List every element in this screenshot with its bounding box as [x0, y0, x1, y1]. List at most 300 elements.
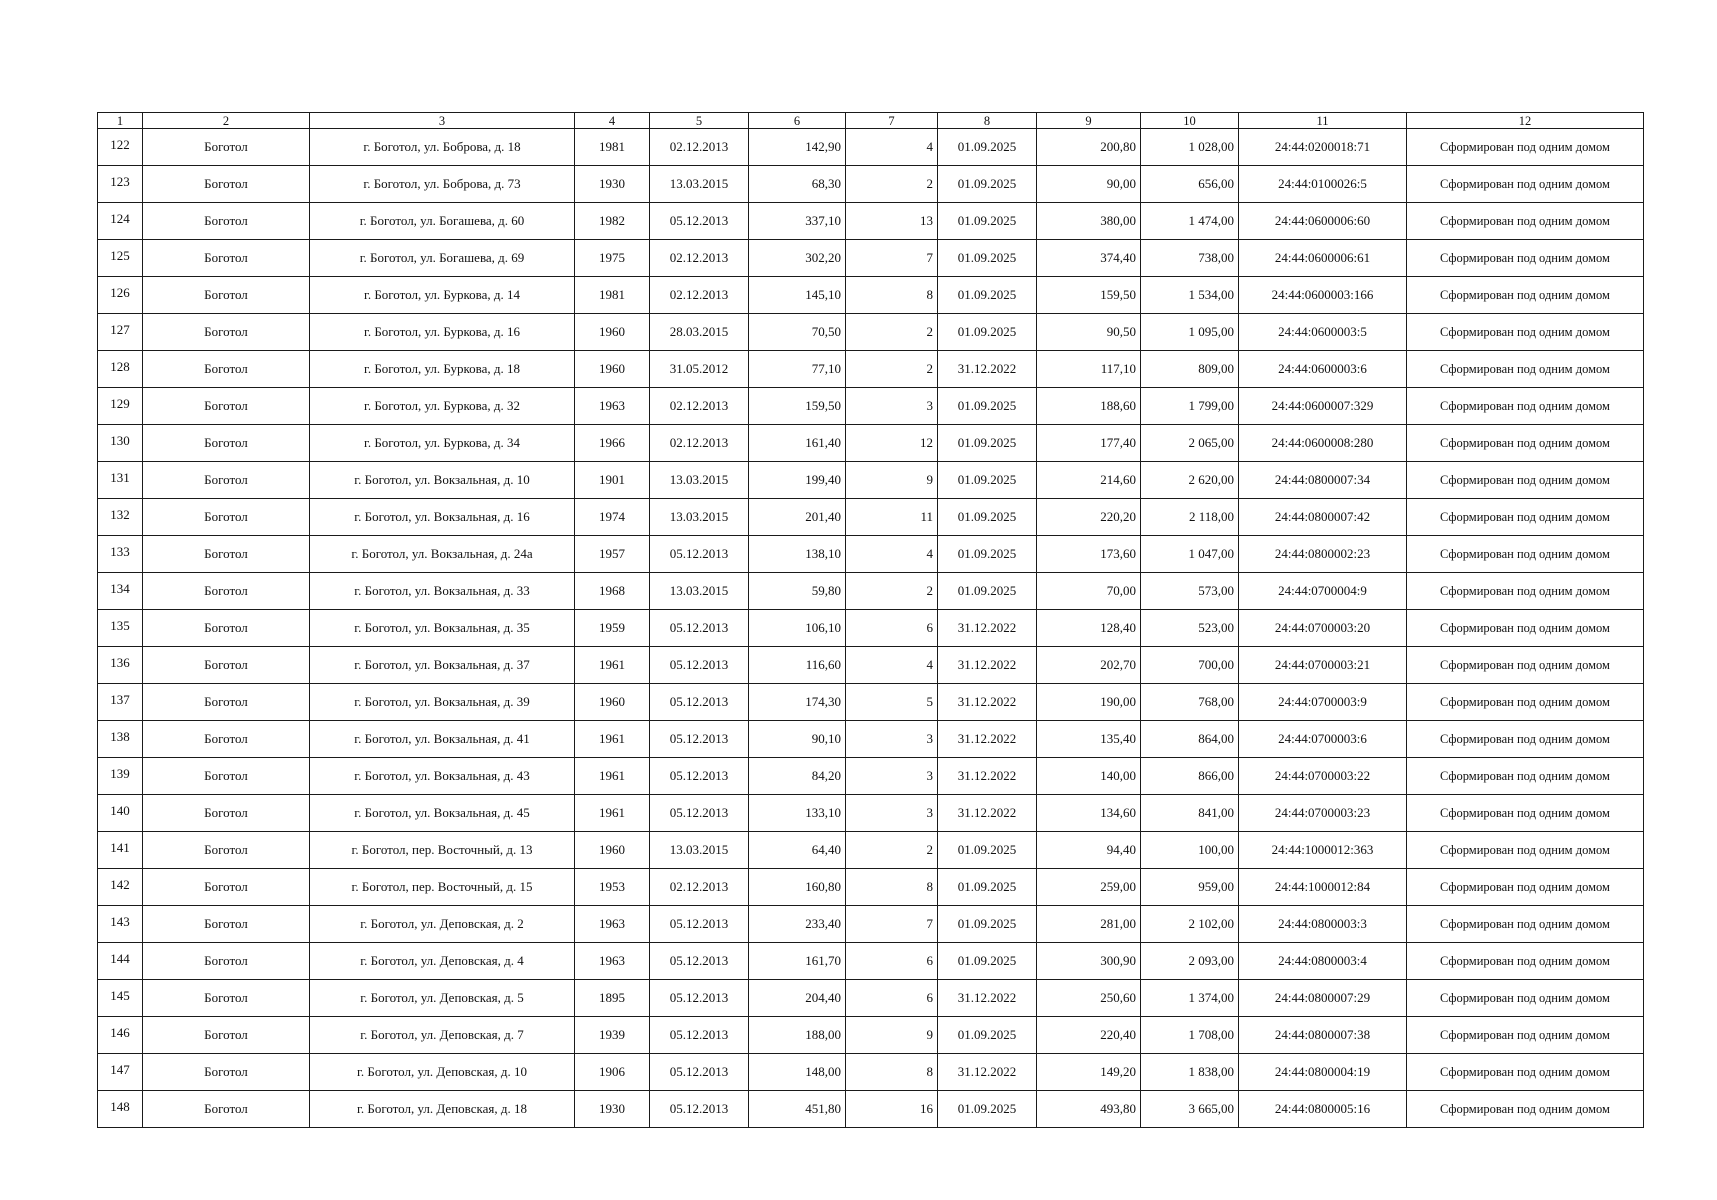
cell-planned-date: 01.09.2025: [938, 388, 1037, 425]
cell-land-area: 1 799,00: [1141, 388, 1239, 425]
column-header-1: 1: [98, 113, 143, 129]
cell-area-living: 159,50: [749, 388, 846, 425]
cell-land-area: 2 102,00: [1141, 906, 1239, 943]
cell-area-living: 160,80: [749, 869, 846, 906]
cell-planned-date: 01.09.2025: [938, 943, 1037, 980]
table-row: [98, 388, 1644, 425]
cell-area-living: 204,40: [749, 980, 846, 1017]
cell-survey-date: 13.03.2015: [650, 573, 749, 610]
cell-cadastral-number: 24:44:0100026:5: [1239, 166, 1407, 203]
cell-land-area: 1 028,00: [1141, 129, 1239, 166]
cell-cadastral-number: 24:44:0800007:42: [1239, 499, 1407, 536]
cell-area-living: 106,10: [749, 610, 846, 647]
cell-area-living: 138,10: [749, 536, 846, 573]
cell-cadastral-number: 24:44:0600003:6: [1239, 351, 1407, 388]
cell-area-total: 250,60: [1037, 980, 1141, 1017]
cell-survey-date: 05.12.2013: [650, 795, 749, 832]
cell-residents-count: 7: [846, 906, 938, 943]
table-row: [98, 758, 1644, 795]
cell-survey-date: 05.12.2013: [650, 610, 749, 647]
cell-residents-count: 2: [846, 832, 938, 869]
cell-year-built: 1901: [575, 462, 650, 499]
table-row: [98, 1054, 1644, 1091]
cell-land-area: 1 534,00: [1141, 277, 1239, 314]
cell-planned-date: 01.09.2025: [938, 203, 1037, 240]
cell-area-living: 84,20: [749, 758, 846, 795]
cell-cadastral-number: 24:44:0700003:20: [1239, 610, 1407, 647]
cell-municipality: Боготол: [143, 462, 310, 499]
cell-address: г. Боготол, ул. Боброва, д. 18: [310, 129, 575, 166]
cell-land-status: Сформирован под одним домом: [1407, 610, 1644, 647]
cell-row-number: 131: [98, 462, 143, 499]
cell-land-area: 841,00: [1141, 795, 1239, 832]
cell-planned-date: 01.09.2025: [938, 1017, 1037, 1054]
cell-cadastral-number: 24:44:0800002:23: [1239, 536, 1407, 573]
cell-year-built: 1939: [575, 1017, 650, 1054]
cell-municipality: Боготол: [143, 906, 310, 943]
cell-land-area: 656,00: [1141, 166, 1239, 203]
column-header-9: 9: [1037, 113, 1141, 129]
cell-planned-date: 31.12.2022: [938, 351, 1037, 388]
cell-municipality: Боготол: [143, 1017, 310, 1054]
cell-land-area: 1 374,00: [1141, 980, 1239, 1017]
cell-area-total: 281,00: [1037, 906, 1141, 943]
cell-area-total: 374,40: [1037, 240, 1141, 277]
cell-planned-date: 01.09.2025: [938, 906, 1037, 943]
cell-address: г. Боготол, ул. Буркова, д. 16: [310, 314, 575, 351]
cell-cadastral-number: 24:44:1000012:84: [1239, 869, 1407, 906]
cell-survey-date: 13.03.2015: [650, 166, 749, 203]
cell-land-area: 2 118,00: [1141, 499, 1239, 536]
cell-land-area: 1 708,00: [1141, 1017, 1239, 1054]
cell-residents-count: 2: [846, 573, 938, 610]
cell-area-total: 300,90: [1037, 943, 1141, 980]
cell-residents-count: 3: [846, 721, 938, 758]
cell-survey-date: 05.12.2013: [650, 536, 749, 573]
cell-area-total: 220,20: [1037, 499, 1141, 536]
cell-survey-date: 02.12.2013: [650, 388, 749, 425]
table-row: [98, 980, 1644, 1017]
cell-land-status: Сформирован под одним домом: [1407, 277, 1644, 314]
cell-area-total: 177,40: [1037, 425, 1141, 462]
cell-area-total: 214,60: [1037, 462, 1141, 499]
cell-land-area: 1 474,00: [1141, 203, 1239, 240]
cell-year-built: 1961: [575, 721, 650, 758]
cell-row-number: 142: [98, 869, 143, 906]
cell-survey-date: 02.12.2013: [650, 277, 749, 314]
table-row: [98, 203, 1644, 240]
cell-planned-date: 31.12.2022: [938, 684, 1037, 721]
table-row: [98, 1017, 1644, 1054]
cell-land-status: Сформирован под одним домом: [1407, 203, 1644, 240]
cell-residents-count: 6: [846, 943, 938, 980]
cell-land-area: 573,00: [1141, 573, 1239, 610]
cell-address: г. Боготол, ул. Деповская, д. 10: [310, 1054, 575, 1091]
cell-survey-date: 05.12.2013: [650, 684, 749, 721]
cell-area-living: 64,40: [749, 832, 846, 869]
cell-area-total: 190,00: [1037, 684, 1141, 721]
cell-cadastral-number: 24:44:0600008:280: [1239, 425, 1407, 462]
cell-cadastral-number: 24:44:0200018:71: [1239, 129, 1407, 166]
cell-residents-count: 3: [846, 758, 938, 795]
cell-year-built: 1959: [575, 610, 650, 647]
cell-address: г. Боготол, ул. Деповская, д. 18: [310, 1091, 575, 1128]
cell-municipality: Боготол: [143, 425, 310, 462]
table-row: [98, 647, 1644, 684]
cell-land-status: Сформирован под одним домом: [1407, 314, 1644, 351]
cell-residents-count: 4: [846, 129, 938, 166]
cell-area-total: 259,00: [1037, 869, 1141, 906]
cell-planned-date: 01.09.2025: [938, 129, 1037, 166]
cell-year-built: 1966: [575, 425, 650, 462]
housing-registry-table: [97, 112, 1644, 1128]
cell-residents-count: 9: [846, 462, 938, 499]
cell-planned-date: 31.12.2022: [938, 758, 1037, 795]
table-row: [98, 499, 1644, 536]
cell-municipality: Боготол: [143, 795, 310, 832]
cell-municipality: Боготол: [143, 647, 310, 684]
cell-year-built: 1961: [575, 758, 650, 795]
cell-area-total: 188,60: [1037, 388, 1141, 425]
table-row: [98, 869, 1644, 906]
cell-land-status: Сформирован под одним домом: [1407, 129, 1644, 166]
cell-land-area: 1 047,00: [1141, 536, 1239, 573]
cell-municipality: Боготол: [143, 166, 310, 203]
cell-address: г. Боготол, ул. Вокзальная, д. 37: [310, 647, 575, 684]
cell-survey-date: 02.12.2013: [650, 869, 749, 906]
cell-municipality: Боготол: [143, 980, 310, 1017]
cell-municipality: Боготол: [143, 1054, 310, 1091]
cell-area-living: 161,40: [749, 425, 846, 462]
cell-land-status: Сформирован под одним домом: [1407, 351, 1644, 388]
cell-land-area: 738,00: [1141, 240, 1239, 277]
cell-municipality: Боготол: [143, 129, 310, 166]
cell-cadastral-number: 24:44:0800005:16: [1239, 1091, 1407, 1128]
cell-cadastral-number: 24:44:0800003:4: [1239, 943, 1407, 980]
cell-cadastral-number: 24:44:0600006:61: [1239, 240, 1407, 277]
cell-year-built: 1963: [575, 906, 650, 943]
cell-address: г. Боготол, ул. Богашева, д. 69: [310, 240, 575, 277]
cell-area-total: 128,40: [1037, 610, 1141, 647]
cell-row-number: 137: [98, 684, 143, 721]
cell-municipality: Боготол: [143, 869, 310, 906]
cell-address: г. Боготол, ул. Буркова, д. 32: [310, 388, 575, 425]
cell-area-total: 493,80: [1037, 1091, 1141, 1128]
cell-residents-count: 9: [846, 1017, 938, 1054]
cell-area-total: 220,40: [1037, 1017, 1141, 1054]
cell-address: г. Боготол, ул. Вокзальная, д. 16: [310, 499, 575, 536]
cell-area-living: 68,30: [749, 166, 846, 203]
table-row: [98, 795, 1644, 832]
cell-municipality: Боготол: [143, 684, 310, 721]
cell-address: г. Боготол, ул. Деповская, д. 5: [310, 980, 575, 1017]
cell-row-number: 135: [98, 610, 143, 647]
cell-survey-date: 05.12.2013: [650, 980, 749, 1017]
cell-land-status: Сформирован под одним домом: [1407, 499, 1644, 536]
cell-residents-count: 2: [846, 351, 938, 388]
cell-area-total: 202,70: [1037, 647, 1141, 684]
cell-land-area: 864,00: [1141, 721, 1239, 758]
cell-address: г. Боготол, ул. Вокзальная, д. 33: [310, 573, 575, 610]
cell-planned-date: 31.12.2022: [938, 610, 1037, 647]
cell-area-living: 59,80: [749, 573, 846, 610]
cell-year-built: 1960: [575, 832, 650, 869]
cell-address: г. Боготол, ул. Буркова, д. 34: [310, 425, 575, 462]
cell-cadastral-number: 24:44:0800003:3: [1239, 906, 1407, 943]
cell-address: г. Боготол, ул. Деповская, д. 7: [310, 1017, 575, 1054]
table-row: [98, 906, 1644, 943]
cell-cadastral-number: 24:44:0700003:21: [1239, 647, 1407, 684]
cell-year-built: 1895: [575, 980, 650, 1017]
cell-row-number: 126: [98, 277, 143, 314]
cell-land-status: Сформирован под одним домом: [1407, 425, 1644, 462]
cell-row-number: 123: [98, 166, 143, 203]
cell-land-status: Сформирован под одним домом: [1407, 240, 1644, 277]
table-row: [98, 1091, 1644, 1128]
cell-area-living: 116,60: [749, 647, 846, 684]
cell-planned-date: 01.09.2025: [938, 425, 1037, 462]
cell-land-status: Сформирован под одним домом: [1407, 462, 1644, 499]
cell-cadastral-number: 24:44:0800007:29: [1239, 980, 1407, 1017]
cell-residents-count: 3: [846, 795, 938, 832]
cell-row-number: 130: [98, 425, 143, 462]
cell-residents-count: 7: [846, 240, 938, 277]
cell-address: г. Боготол, ул. Богашева, д. 60: [310, 203, 575, 240]
table-body: [98, 129, 1644, 1128]
cell-land-area: 2 620,00: [1141, 462, 1239, 499]
cell-land-status: Сформирован под одним домом: [1407, 869, 1644, 906]
column-header-4: 4: [575, 113, 650, 129]
table-row: [98, 351, 1644, 388]
cell-year-built: 1974: [575, 499, 650, 536]
table-row: [98, 943, 1644, 980]
cell-land-status: Сформирован под одним домом: [1407, 573, 1644, 610]
cell-year-built: 1930: [575, 166, 650, 203]
cell-residents-count: 2: [846, 166, 938, 203]
cell-address: г. Боготол, ул. Деповская, д. 4: [310, 943, 575, 980]
table-header: [98, 113, 1644, 129]
cell-municipality: Боготол: [143, 240, 310, 277]
cell-municipality: Боготол: [143, 314, 310, 351]
cell-planned-date: 01.09.2025: [938, 462, 1037, 499]
cell-survey-date: 13.03.2015: [650, 462, 749, 499]
cell-land-status: Сформирован под одним домом: [1407, 980, 1644, 1017]
cell-survey-date: 13.03.2015: [650, 832, 749, 869]
cell-address: г. Боготол, ул. Вокзальная, д. 39: [310, 684, 575, 721]
cell-address: г. Боготол, пер. Восточный, д. 13: [310, 832, 575, 869]
cell-survey-date: 05.12.2013: [650, 647, 749, 684]
cell-land-area: 809,00: [1141, 351, 1239, 388]
cell-municipality: Боготол: [143, 758, 310, 795]
cell-address: г. Боготол, пер. Восточный, д. 15: [310, 869, 575, 906]
cell-area-total: 140,00: [1037, 758, 1141, 795]
cell-address: г. Боготол, ул. Боброва, д. 73: [310, 166, 575, 203]
cell-land-status: Сформирован под одним домом: [1407, 832, 1644, 869]
cell-area-living: 199,40: [749, 462, 846, 499]
column-header-8: 8: [938, 113, 1037, 129]
cell-land-status: Сформирован под одним домом: [1407, 536, 1644, 573]
cell-area-living: 161,70: [749, 943, 846, 980]
cell-municipality: Боготол: [143, 832, 310, 869]
cell-residents-count: 5: [846, 684, 938, 721]
cell-area-living: 337,10: [749, 203, 846, 240]
cell-cadastral-number: 24:44:0700003:23: [1239, 795, 1407, 832]
cell-residents-count: 4: [846, 647, 938, 684]
cell-row-number: 143: [98, 906, 143, 943]
cell-land-status: Сформирован под одним домом: [1407, 758, 1644, 795]
table-row: [98, 166, 1644, 203]
cell-land-status: Сформирован под одним домом: [1407, 906, 1644, 943]
cell-address: г. Боготол, ул. Вокзальная, д. 41: [310, 721, 575, 758]
cell-land-area: 1 838,00: [1141, 1054, 1239, 1091]
column-header-11: 11: [1239, 113, 1407, 129]
cell-cadastral-number: 24:44:0700003:22: [1239, 758, 1407, 795]
column-header-12: 12: [1407, 113, 1644, 129]
cell-area-living: 70,50: [749, 314, 846, 351]
cell-land-status: Сформирован под одним домом: [1407, 1091, 1644, 1128]
cell-row-number: 125: [98, 240, 143, 277]
cell-land-area: 523,00: [1141, 610, 1239, 647]
cell-survey-date: 02.12.2013: [650, 240, 749, 277]
cell-land-status: Сформирован под одним домом: [1407, 166, 1644, 203]
cell-area-living: 148,00: [749, 1054, 846, 1091]
cell-area-living: 174,30: [749, 684, 846, 721]
cell-address: г. Боготол, ул. Буркова, д. 18: [310, 351, 575, 388]
cell-planned-date: 31.12.2022: [938, 1054, 1037, 1091]
cell-residents-count: 8: [846, 869, 938, 906]
cell-year-built: 1960: [575, 684, 650, 721]
cell-year-built: 1906: [575, 1054, 650, 1091]
cell-residents-count: 4: [846, 536, 938, 573]
cell-area-living: 142,90: [749, 129, 846, 166]
cell-area-living: 77,10: [749, 351, 846, 388]
cell-area-total: 94,40: [1037, 832, 1141, 869]
cell-row-number: 136: [98, 647, 143, 684]
cell-cadastral-number: 24:44:0800007:34: [1239, 462, 1407, 499]
cell-municipality: Боготол: [143, 388, 310, 425]
cell-survey-date: 31.05.2012: [650, 351, 749, 388]
cell-cadastral-number: 24:44:0700003:9: [1239, 684, 1407, 721]
cell-land-area: 100,00: [1141, 832, 1239, 869]
table-row: [98, 721, 1644, 758]
cell-residents-count: 16: [846, 1091, 938, 1128]
cell-municipality: Боготол: [143, 203, 310, 240]
cell-year-built: 1961: [575, 795, 650, 832]
cell-land-status: Сформирован под одним домом: [1407, 388, 1644, 425]
cell-municipality: Боготол: [143, 610, 310, 647]
column-header-3: 3: [310, 113, 575, 129]
cell-planned-date: 01.09.2025: [938, 832, 1037, 869]
cell-land-area: 700,00: [1141, 647, 1239, 684]
cell-residents-count: 13: [846, 203, 938, 240]
cell-cadastral-number: 24:44:0600006:60: [1239, 203, 1407, 240]
cell-year-built: 1975: [575, 240, 650, 277]
cell-area-total: 90,00: [1037, 166, 1141, 203]
cell-cadastral-number: 24:44:0700004:9: [1239, 573, 1407, 610]
cell-year-built: 1953: [575, 869, 650, 906]
cell-planned-date: 01.09.2025: [938, 869, 1037, 906]
column-header-6: 6: [749, 113, 846, 129]
cell-row-number: 122: [98, 129, 143, 166]
cell-planned-date: 31.12.2022: [938, 795, 1037, 832]
table-row: [98, 129, 1644, 166]
cell-residents-count: 6: [846, 610, 938, 647]
cell-residents-count: 8: [846, 277, 938, 314]
table-row: [98, 536, 1644, 573]
cell-land-area: 866,00: [1141, 758, 1239, 795]
cell-land-status: Сформирован под одним домом: [1407, 795, 1644, 832]
cell-land-status: Сформирован под одним домом: [1407, 647, 1644, 684]
cell-row-number: 148: [98, 1091, 143, 1128]
cell-row-number: 146: [98, 1017, 143, 1054]
cell-municipality: Боготол: [143, 536, 310, 573]
cell-residents-count: 6: [846, 980, 938, 1017]
cell-area-living: 145,10: [749, 277, 846, 314]
cell-land-status: Сформирован под одним домом: [1407, 684, 1644, 721]
cell-address: г. Боготол, ул. Вокзальная, д. 45: [310, 795, 575, 832]
cell-year-built: 1981: [575, 277, 650, 314]
cell-area-living: 302,20: [749, 240, 846, 277]
cell-land-area: 1 095,00: [1141, 314, 1239, 351]
cell-area-total: 380,00: [1037, 203, 1141, 240]
cell-survey-date: 02.12.2013: [650, 425, 749, 462]
cell-row-number: 128: [98, 351, 143, 388]
cell-planned-date: 01.09.2025: [938, 240, 1037, 277]
cell-planned-date: 31.12.2022: [938, 647, 1037, 684]
table-row: [98, 462, 1644, 499]
cell-survey-date: 05.12.2013: [650, 906, 749, 943]
cell-cadastral-number: 24:44:0600007:329: [1239, 388, 1407, 425]
column-header-5: 5: [650, 113, 749, 129]
cell-survey-date: 13.03.2015: [650, 499, 749, 536]
cell-year-built: 1981: [575, 129, 650, 166]
cell-year-built: 1968: [575, 573, 650, 610]
cell-row-number: 139: [98, 758, 143, 795]
cell-row-number: 134: [98, 573, 143, 610]
table-row: [98, 240, 1644, 277]
cell-row-number: 140: [98, 795, 143, 832]
cell-year-built: 1930: [575, 1091, 650, 1128]
cell-address: г. Боготол, ул. Вокзальная, д. 35: [310, 610, 575, 647]
cell-land-status: Сформирован под одним домом: [1407, 943, 1644, 980]
cell-year-built: 1960: [575, 351, 650, 388]
cell-row-number: 144: [98, 943, 143, 980]
cell-row-number: 133: [98, 536, 143, 573]
cell-row-number: 124: [98, 203, 143, 240]
cell-row-number: 132: [98, 499, 143, 536]
cell-survey-date: 28.03.2015: [650, 314, 749, 351]
cell-municipality: Боготол: [143, 277, 310, 314]
cell-municipality: Боготол: [143, 499, 310, 536]
cell-survey-date: 05.12.2013: [650, 1054, 749, 1091]
table-row: [98, 684, 1644, 721]
cell-area-total: 200,80: [1037, 129, 1141, 166]
table-row: [98, 573, 1644, 610]
cell-land-status: Сформирован под одним домом: [1407, 721, 1644, 758]
cell-planned-date: 01.09.2025: [938, 314, 1037, 351]
cell-area-living: 201,40: [749, 499, 846, 536]
cell-planned-date: 31.12.2022: [938, 721, 1037, 758]
cell-area-total: 90,50: [1037, 314, 1141, 351]
cell-residents-count: 8: [846, 1054, 938, 1091]
cell-area-total: 134,60: [1037, 795, 1141, 832]
cell-land-area: 768,00: [1141, 684, 1239, 721]
cell-residents-count: 11: [846, 499, 938, 536]
cell-cadastral-number: 24:44:0800007:38: [1239, 1017, 1407, 1054]
cell-planned-date: 31.12.2022: [938, 980, 1037, 1017]
cell-survey-date: 02.12.2013: [650, 129, 749, 166]
cell-municipality: Боготол: [143, 351, 310, 388]
